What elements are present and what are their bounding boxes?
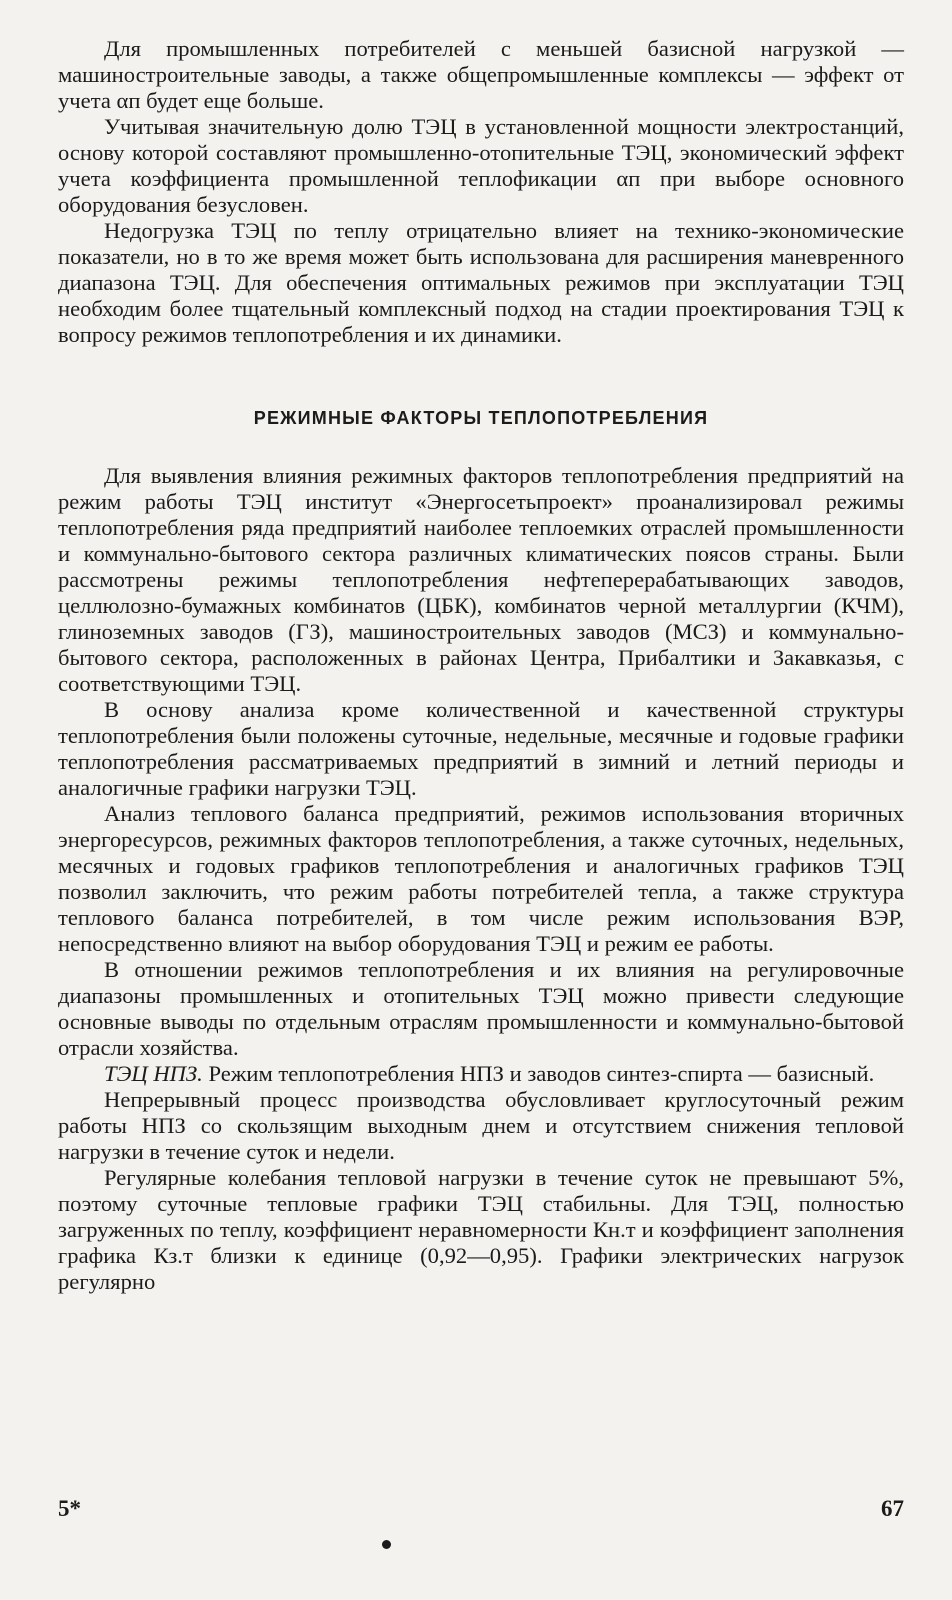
section-heading: РЕЖИМНЫЕ ФАКТОРЫ ТЕПЛОПОТРЕБЛЕНИЯ: [253, 408, 709, 428]
paragraph-1: Для промышленных потребителей с меньшей базисной нагрузкой — машиностроительные заводы, а также общепромышленные комплексы — эффект от учета αп будет еще больше.: [58, 36, 904, 113]
signature-mark: 5*: [58, 1496, 81, 1521]
page-number: 67: [881, 1496, 904, 1521]
page-body: [58, 36, 904, 1295]
paragraph-npz: [58, 1061, 904, 1087]
paragraph-7: В отношении режимов теплопотребления и их влияния на регулировочные диапазоны промышленных и отопительных ТЭЦ можно привести следующие основные выводы по отдельным отраслям промышленности и коммунально-бытовой отрасли хозяйства.: [58, 957, 904, 1060]
paragraph-3: Недогрузка ТЭЦ по теплу отрицательно влияет на технико-экономические показатели, но в то же время может быть использована для расширения маневренного диапазона ТЭЦ. Для обеспечения оптимальных режимов при эксплуатации ТЭЦ необходим более тщательный комплексный подход на стадии проектирования ТЭЦ к вопросу режимов теплопотребления и их динамики.: [58, 218, 904, 347]
paragraph-10: Регулярные колебания тепловой нагрузки в течение суток не превышают 5%, поэтому суточные тепловые графики ТЭЦ стабильны. Для ТЭЦ, полностью загруженных по теплу, коэффициент неравномерности Кн.т и коэффициент заполнения графика Кз.т близки к единице (0,92—0,95). Графики электрических нагрузок регулярно: [58, 1165, 904, 1294]
paragraph-6: Анализ теплового баланса предприятий, режимов использования вторичных энергоресурсов, режимных факторов теплопотребления, а также суточных, недельных, месячных и годовых графиков теплопотребления и аналогичных графиков ТЭЦ позволил заключить, что режим работы потребителей тепла, а также структура теплового баланса потребителей, в том числе режим использования ВЭР, непосредственно влияют на выбор оборудования ТЭЦ и режим ее работы.: [58, 801, 904, 956]
page-footer: [58, 1496, 904, 1522]
ink-dot: [382, 1540, 391, 1549]
paragraph-4: Для выявления влияния режимных факторов теплопотребления предприятий на режим работы ТЭЦ институт «Энергосетьпроект» проанализировал режимы теплопотребления ряда предприятий наиболее теплоемких отраслей промышленности и коммунально-бытового сектора различных климатических поясов страны. Были рассмотрены режимы теплопотребления нефтеперерабатывающих заводов, целлюлозно-бумажных комбинатов (ЦБК), комбинатов черной металлургии (КЧМ), глиноземных заводов (ГЗ), машиностроительных заводов (МСЗ) и коммунально-бытового сектора, расположенных в районах Центра, Прибалтики и Закавказья, с соответствующими ТЭЦ.: [58, 463, 904, 696]
npz-text: Режим теплопотребления НПЗ и заводов синтез-спирта — базисный.: [202, 1061, 875, 1086]
paragraph-9: Непрерывный процесс производства обусловливает круглосуточный режим работы НПЗ со скользящим выходным днем и отсутствием снижения тепловой нагрузки в течение суток и недели.: [58, 1087, 904, 1164]
paragraph-5: В основу анализа кроме количественной и качественной структуры теплопотребления были положены суточные, недельные, месячные и годовые графики теплопотребления рассматриваемых предприятий в зимний и летний периоды и аналогичные графики нагрузки ТЭЦ.: [58, 697, 904, 800]
npz-label: ТЭЦ НПЗ.: [104, 1061, 203, 1086]
paragraph-2: Учитывая значительную долю ТЭЦ в установленной мощности электростанций, основу которой составляют промышленно-отопительные ТЭЦ, экономический эффект учета коэффициента промышленной теплофикации αп при выборе основного оборудования безусловен.: [58, 114, 904, 217]
